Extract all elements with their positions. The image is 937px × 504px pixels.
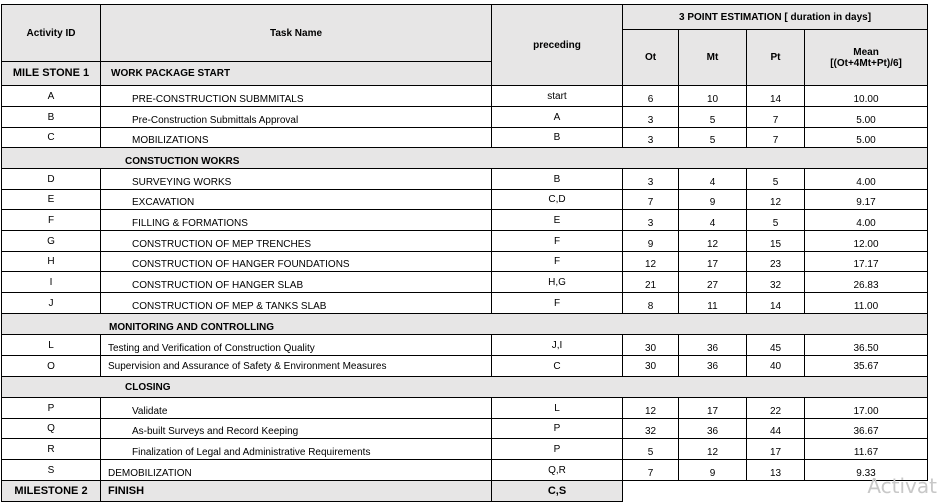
ot: 5 [623, 439, 679, 460]
ot: 30 [623, 356, 679, 377]
preceding: start [492, 86, 623, 107]
table-row [2, 210, 928, 231]
mean: 9.17 [805, 190, 928, 210]
preceding: P [492, 419, 623, 439]
ot: 3 [623, 128, 679, 148]
table-row [2, 398, 928, 419]
header-preceding: preceding [492, 5, 623, 86]
ot: 3 [623, 169, 679, 190]
table-row [2, 128, 928, 148]
mt: 5 [679, 107, 747, 128]
mean: 36.67 [805, 419, 928, 439]
mt: 10 [679, 86, 747, 107]
task-name: FILLING & FORMATIONS [101, 210, 492, 231]
preceding: E [492, 210, 623, 231]
preceding: F [492, 231, 623, 252]
pt: 14 [747, 293, 805, 314]
mt: 17 [679, 252, 747, 272]
activity-id: L [2, 335, 101, 356]
mean: 4.00 [805, 169, 928, 190]
pt: 7 [747, 107, 805, 128]
pt: 17 [747, 439, 805, 460]
mean: 26.83 [805, 272, 928, 293]
section-construction: CONSTUCTION WOKRS [2, 148, 928, 169]
table-row [2, 86, 928, 107]
mean: 11.00 [805, 293, 928, 314]
mt: 5 [679, 128, 747, 148]
task-name: As-built Surveys and Record Keeping [101, 419, 492, 439]
header-activity-id: Activity ID [2, 5, 101, 62]
mean: 36.50 [805, 335, 928, 356]
table-row [2, 169, 928, 190]
ot: 12 [623, 252, 679, 272]
preceding: C [492, 356, 623, 377]
activity-id: G [2, 231, 101, 252]
header-ot: Ot [623, 30, 679, 86]
preceding: L [492, 398, 623, 419]
ot: 30 [623, 335, 679, 356]
mean: 10.00 [805, 86, 928, 107]
activity-id: O [2, 356, 101, 377]
mt: 4 [679, 169, 747, 190]
header-mt: Mt [679, 30, 747, 86]
watermark-text: Activat [867, 474, 937, 498]
preceding: H,G [492, 272, 623, 293]
preceding: B [492, 169, 623, 190]
task-name: MOBILIZATIONS [101, 128, 492, 148]
table-row [2, 439, 928, 460]
mean: 9.33 [805, 460, 928, 481]
task-name: CONSTRUCTION OF MEP TRENCHES [101, 231, 492, 252]
task-name: Pre-Construction Submittals Approval [101, 107, 492, 128]
pt: 22 [747, 398, 805, 419]
task-name: SURVEYING WORKS [101, 169, 492, 190]
pt: 12 [747, 190, 805, 210]
ot: 8 [623, 293, 679, 314]
task-name: CONSTRUCTION OF MEP & TANKS SLAB [101, 293, 492, 314]
task-name: DEMOBILIZATION [101, 460, 492, 481]
task-name: Testing and Verification of Construction Quality [101, 335, 492, 356]
table-row [2, 252, 928, 272]
table-row [2, 335, 928, 356]
ot: 9 [623, 231, 679, 252]
task-name: CONSTRUCTION OF HANGER SLAB [101, 272, 492, 293]
header-estimation: 3 POINT ESTIMATION [ duration in days] [623, 5, 928, 30]
mean: 5.00 [805, 128, 928, 148]
task-name: PRE-CONSTRUCTION SUBMMITALS [101, 86, 492, 107]
ot: 7 [623, 460, 679, 481]
activity-id: J [2, 293, 101, 314]
activity-id: F [2, 210, 101, 231]
pert-estimation-table [1, 4, 928, 502]
ot: 21 [623, 272, 679, 293]
header-mean-label: Mean [853, 46, 879, 58]
preceding: Q,R [492, 460, 623, 481]
mt: 9 [679, 460, 747, 481]
ot: 6 [623, 86, 679, 107]
table-row [2, 231, 928, 252]
task-name: Validate [101, 398, 492, 419]
pt: 15 [747, 231, 805, 252]
header-mean-formula: [(Ot+4Mt+Pt)/6] [830, 57, 902, 69]
task-name: Finalization of Legal and Administrative Requirements [101, 439, 492, 460]
pt: 7 [747, 128, 805, 148]
table-row [2, 356, 928, 377]
mean: 17.00 [805, 398, 928, 419]
mean: 12.00 [805, 231, 928, 252]
activity-id: C [2, 128, 101, 148]
mean: 4.00 [805, 210, 928, 231]
activity-id: B [2, 107, 101, 128]
activity-id: A [2, 86, 101, 107]
preceding: P [492, 439, 623, 460]
milestone2-name: FINISH [101, 481, 492, 502]
mt: 17 [679, 398, 747, 419]
table-row [2, 190, 928, 210]
section-monitoring: MONITORING AND CONTROLLING [2, 314, 928, 335]
preceding: A [492, 107, 623, 128]
pt: 44 [747, 419, 805, 439]
ot: 12 [623, 398, 679, 419]
activity-id: E [2, 190, 101, 210]
header-mean [805, 30, 928, 86]
mean: 35.67 [805, 356, 928, 377]
ot: 7 [623, 190, 679, 210]
preceding: J,I [492, 335, 623, 356]
table-row [2, 107, 928, 128]
mt: 12 [679, 231, 747, 252]
preceding: C,D [492, 190, 623, 210]
ot: 3 [623, 107, 679, 128]
preceding: B [492, 128, 623, 148]
task-name: CONSTRUCTION OF HANGER FOUNDATIONS [101, 252, 492, 272]
mt: 9 [679, 190, 747, 210]
activity-id: H [2, 252, 101, 272]
activity-id: D [2, 169, 101, 190]
activity-id: Q [2, 419, 101, 439]
mt: 36 [679, 419, 747, 439]
activity-id: S [2, 460, 101, 481]
ot: 32 [623, 419, 679, 439]
activity-id: P [2, 398, 101, 419]
table-row [2, 272, 928, 293]
pt: 32 [747, 272, 805, 293]
section-closing: CLOSING [2, 377, 928, 398]
table-row [2, 293, 928, 314]
activity-id: R [2, 439, 101, 460]
milestone1-name: WORK PACKAGE START [101, 62, 492, 86]
pt: 23 [747, 252, 805, 272]
mean: 11.67 [805, 439, 928, 460]
mt: 36 [679, 356, 747, 377]
mean: 5.00 [805, 107, 928, 128]
activity-id: I [2, 272, 101, 293]
header-pt: Pt [747, 30, 805, 86]
mean: 17.17 [805, 252, 928, 272]
preceding: F [492, 252, 623, 272]
mt: 27 [679, 272, 747, 293]
task-name: EXCAVATION [101, 190, 492, 210]
pt: 14 [747, 86, 805, 107]
ot: 3 [623, 210, 679, 231]
pt: 5 [747, 210, 805, 231]
mt: 4 [679, 210, 747, 231]
milestone1-id: MILE STONE 1 [2, 62, 101, 86]
task-name: Supervision and Assurance of Safety & Environment Measures [101, 356, 492, 377]
preceding: F [492, 293, 623, 314]
table-row [2, 419, 928, 439]
mt: 11 [679, 293, 747, 314]
pt: 45 [747, 335, 805, 356]
milestone2-preceding: C,S [492, 481, 623, 502]
mt: 12 [679, 439, 747, 460]
header-task-name: Task Name [101, 5, 492, 62]
pt: 5 [747, 169, 805, 190]
milestone2-id: MILESTONE 2 [2, 481, 101, 502]
pt: 13 [747, 460, 805, 481]
pt: 40 [747, 356, 805, 377]
table-row [2, 460, 928, 481]
mt: 36 [679, 335, 747, 356]
